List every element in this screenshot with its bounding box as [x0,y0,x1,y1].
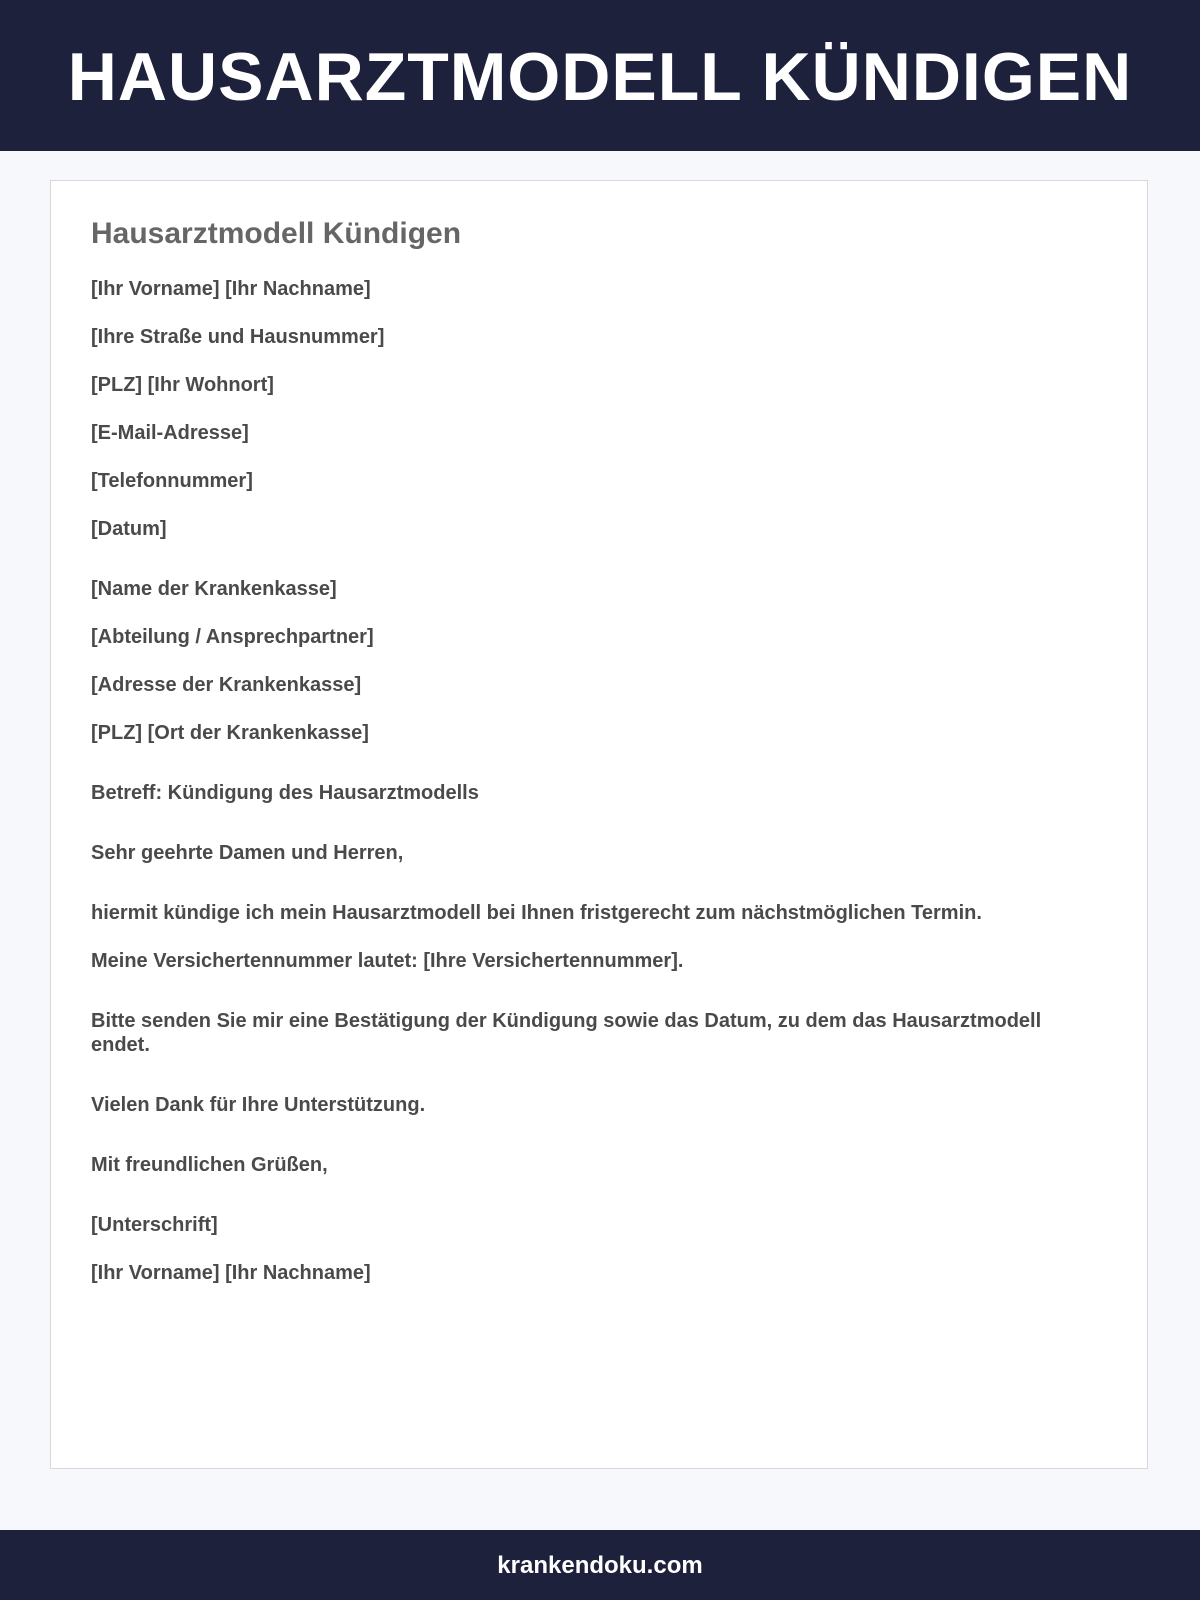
sender-city: [PLZ] [Ihr Wohnort] [91,374,274,396]
letter-closing: Mit freundlichen Grüßen, [91,1154,328,1176]
signature-name: [Ihr Vorname] [Ihr Nachname] [91,1262,371,1284]
sender-name: [Ihr Vorname] [Ihr Nachname] [91,278,371,300]
recipient-address: [Adresse der Krankenkasse] [91,674,362,696]
letter-salutation: Sehr geehrte Damen und Herren, [91,842,404,864]
body-paragraph: Meine Versichertennummer lautet: [Ihre Versichertennummer]. [91,950,684,972]
body-paragraph: hiermit kündige ich mein Hausarztmodell bei Ihnen fristgerecht zum nächstmöglichen Termin. [91,902,982,924]
letter-subject: Betreff: Kündigung des Hausarztmodells [91,782,479,804]
signature-placeholder: [Unterschrift] [91,1214,218,1236]
body-paragraph: Vielen Dank für Ihre Unterstützung. [91,1094,426,1116]
document-title: Hausarztmodell Kündigen [91,217,462,250]
recipient-name: [Name der Krankenkasse] [91,578,337,600]
letter-card [50,180,1148,1469]
page-footer [0,1530,1200,1600]
page-header [0,0,1200,151]
recipient-department: [Abteilung / Ansprechpartner] [91,626,374,648]
sender-phone: [Telefonnummer] [91,470,253,492]
footer-site-link: krankendoku.com [497,1552,703,1579]
header-title: HAUSARZTMODELL KÜNDIGEN [67,38,1133,115]
sender-street: [Ihre Straße und Hausnummer] [91,326,385,348]
recipient-city: [PLZ] [Ort der Krankenkasse] [91,722,369,744]
body-paragraph: Bitte senden Sie mir eine Bestätigung der Kündigung sowie das Datum, zu dem das Hausarztmodell endet. [91,1010,1042,1056]
letter-date: [Datum] [91,518,167,540]
sender-email: [E-Mail-Adresse] [91,422,249,444]
